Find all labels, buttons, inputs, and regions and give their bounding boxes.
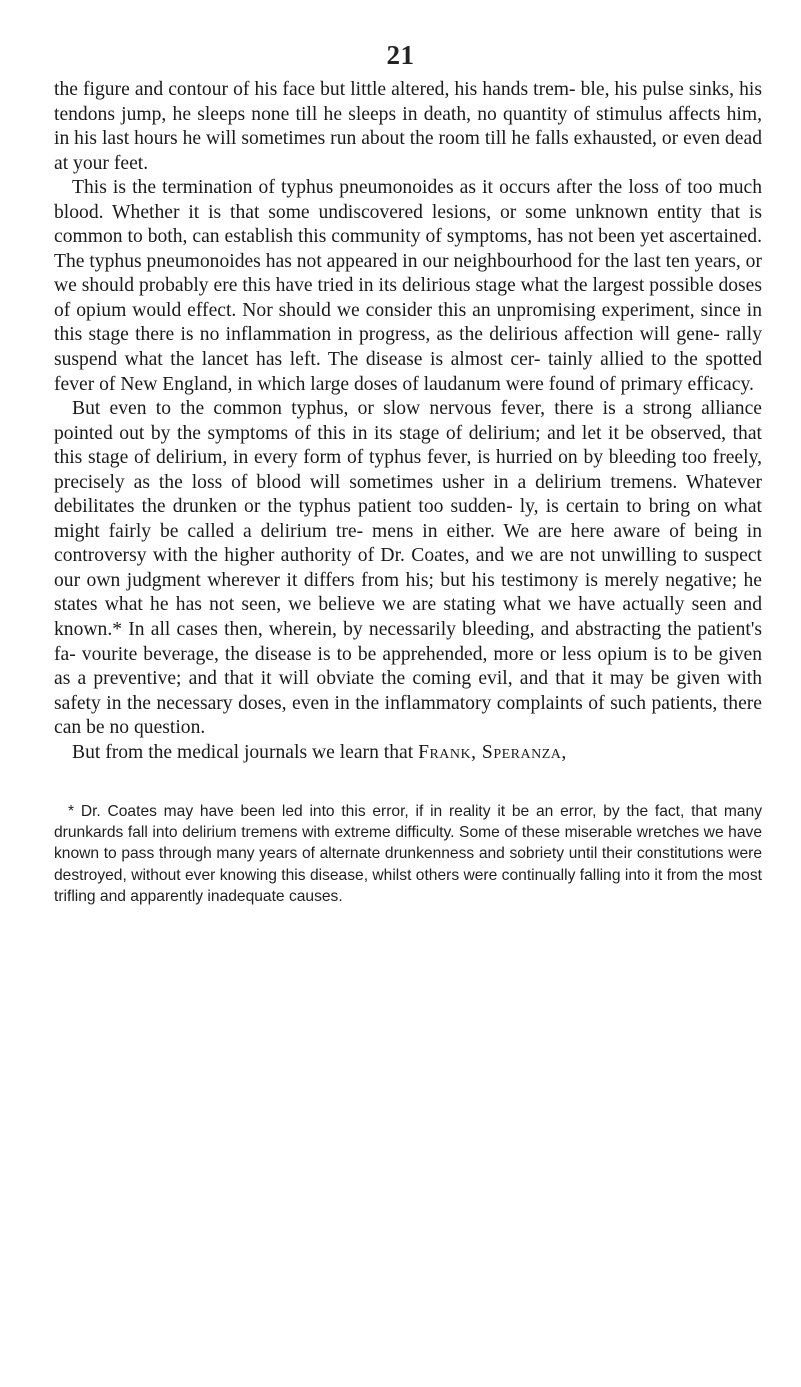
paragraph-lead-text: But from the medical journals we learn that — [72, 741, 419, 763]
paragraph-medical-journals — [54, 741, 762, 766]
footnote — [54, 801, 762, 907]
paragraph-continuation: the figure and contour of his face but little altered, his hands trem- ble, his pulse sinks, his tendons jump, he sleeps none till he sleeps in death, no quantity of stimulus affects him, in his last hours he will sometimes run about the room till he falls exhausted, or even dead at your feet. — [54, 79, 762, 174]
footnote-text: * Dr. Coates may have been led into this error, if in reality it be an error, by the fact, that many drunkards fall into delirium tremens with extreme difficulty. Some of these miserable wretches we have known to pass through many years of alternate drunkenness and sobriety until their constitutions were destroyed, without ever knowing this disease, whilst others were continually falling into it from the most trifling and apparently inadequate causes. — [54, 803, 762, 905]
author-names: Frank, Speranza, — [418, 741, 567, 763]
page-number: 21 — [386, 40, 415, 70]
paragraph-typhus-pneumonoides: This is the termination of typhus pneumonoides as it occurs after the loss of too much blood. Whether it is that some undiscovered lesions, or some unknown entity that is common to both, can establish this community of symptoms, has not been yet ascertained. The typhus pneumonoides has not appeared in our neighbourhood for the last ten years, or we should probably ere this have tried in its delirious stage what the largest possible doses of opium would effect. Nor should we consider this an unpromising experiment, since in this stage there is no inflammation in progress, as the delirious affection will gene- rally suspend what the lancet has left. The disease is almost cer- tainly allied to the spotted fever of New England, in which large doses of laudanum were found of primary efficacy. — [54, 177, 762, 395]
main-text — [54, 78, 762, 765]
paragraph-common-typhus: But even to the common typhus, or slow nervous fever, there is a strong alliance pointed out by the symptoms of this in its stage of delirium; and let it be observed, that this stage of delirium, in every form of typhus fever, is hurried on by bleeding too freely, precisely as the loss of blood will sometimes usher in a delirium tremens. Whatever debilitates the drunken or the typhus patient too sudden- ly, is certain to bring on what might fairly be called a delirium tre- mens in either. We are here aware of being in controversy with the higher authority of Dr. Coates, and we are not unwilling to suspect our own judgment wherever it differs from his; but his testimony is merely negative; he states what he has not seen, we believe we are stating what we have actually seen and known.* In all cases then, wherein, by necessarily bleeding, and abstracting the patient's fa- vourite beverage, the disease is to be apprehended, more or less opium is to be given as a preventive; and that it will obviate the coming evil, and that it may be given with safety in the necessary doses, even in the inflammatory complaints of such patients, there can be no question. — [54, 398, 762, 739]
